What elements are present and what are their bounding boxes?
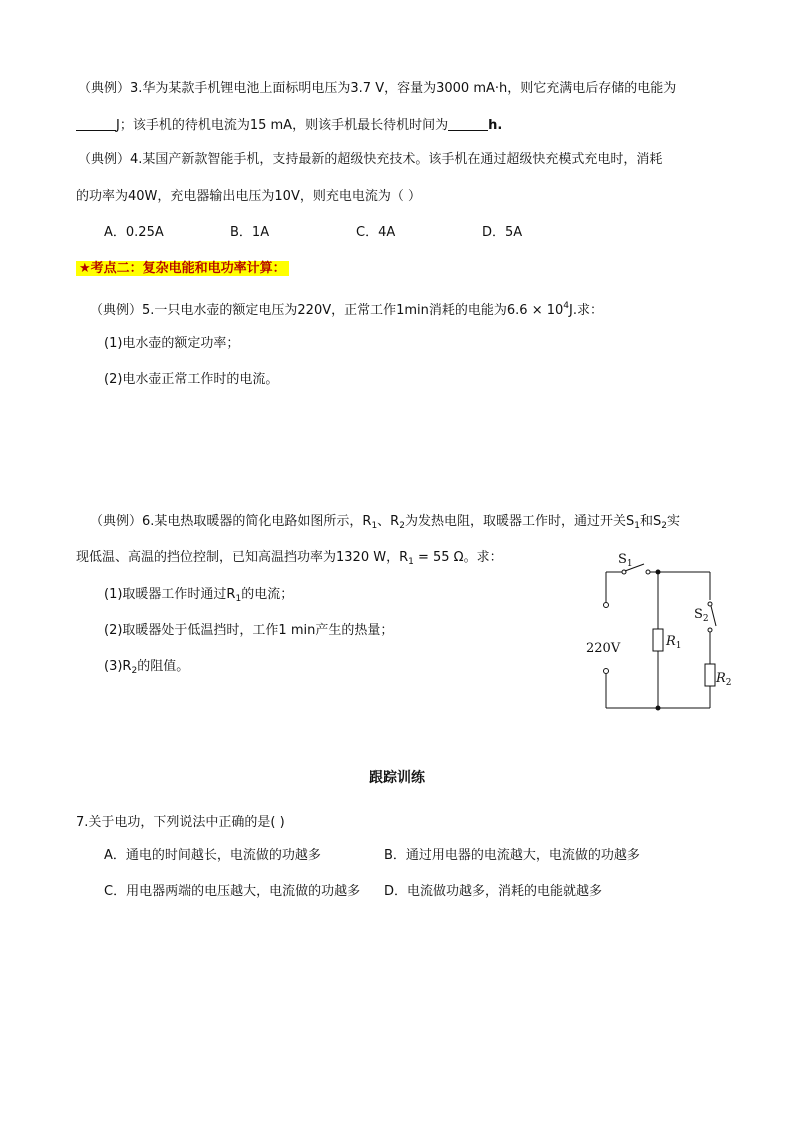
- q6-part-1-sub: 1: [235, 594, 242, 604]
- q6-line1: [90, 513, 680, 535]
- practice-title: 跟踪训练: [369, 770, 425, 786]
- s1-label: $S_1$: [618, 552, 633, 569]
- q6-part-2-num: (2): [104, 623, 123, 638]
- q3-blank-time[interactable]: [448, 116, 488, 131]
- q6-part-1: [104, 586, 293, 608]
- heater-circuit-diagram: [578, 552, 732, 717]
- q5-stem: [90, 297, 603, 320]
- q6-part-2: [104, 622, 393, 640]
- q6-line1-sub1: 1: [371, 521, 378, 531]
- s2-contact-top: [708, 602, 712, 606]
- q3-line2-unit: h.: [488, 118, 503, 133]
- q7-option-a[interactable]: A．通电的时间越长，电流做的功越多: [104, 848, 321, 863]
- s2-blade: [711, 606, 716, 626]
- q7-option-d[interactable]: D．电流做功越多，消耗的电能就越多: [384, 884, 603, 899]
- terminal-bottom: [604, 669, 609, 674]
- q6-part-2-text: 取暖器处于低温挡时，工作1 min产生的热量；: [122, 623, 394, 638]
- s1-contact-right: [646, 570, 650, 574]
- s2-label: $S_2$: [694, 607, 709, 624]
- q4-line2: 的功率为40W，充电器输出电压为10V，则充电电流为（ ）: [76, 189, 421, 204]
- q6-line2-sub: 1: [408, 557, 414, 567]
- r1-resistor: [653, 629, 663, 651]
- q3-blank-energy[interactable]: [76, 116, 116, 131]
- q5-stem-coef: 6.6 × 10: [506, 303, 564, 318]
- q3-line2: [76, 116, 502, 135]
- q5-part-1: [104, 335, 239, 353]
- q5-part-2: [104, 371, 278, 389]
- q6-line1-e: 实: [666, 514, 680, 529]
- q7-option-c[interactable]: C．用电器两端的电压越大，电流做的功越多: [104, 884, 361, 899]
- junction-top: [656, 570, 661, 575]
- terminal-top: [604, 603, 609, 608]
- q6-line2: [76, 549, 503, 571]
- q6-part-3-num: (3): [104, 659, 123, 674]
- q4-option-a[interactable]: A．0.25A: [104, 225, 164, 240]
- voltage-label: 220V: [586, 641, 621, 656]
- q6-part-1-text-a: 取暖器工作时通过R: [122, 587, 236, 602]
- q4-option-d[interactable]: D．5A: [482, 225, 523, 240]
- q5-part-1-num: (1): [104, 336, 123, 351]
- s2-contact-bottom: [708, 628, 712, 632]
- q5-stem-b: J.求：: [569, 303, 603, 318]
- q6-part-3-text-a: R: [122, 659, 132, 674]
- q6-line1-sub2: 2: [399, 521, 405, 531]
- q6-line1-c: 为发热电阻，取暖器工作时，通过开关S: [404, 514, 635, 529]
- junction-bottom: [656, 706, 661, 711]
- q4-option-b[interactable]: B．1A: [230, 225, 270, 240]
- r1-label: $R_1$: [666, 634, 682, 651]
- q4-line1: （典例）4.某国产新款智能手机，支持最新的超级快充技术。该手机在通过超级快充模式充电时，消耗: [78, 152, 663, 167]
- q5-part-2-num: (2): [104, 372, 123, 387]
- q6-line1-b: 、R: [377, 514, 400, 529]
- r2-label: $R_2$: [716, 671, 732, 688]
- q3-line1: （典例）3.华为某款手机锂电池上面标明电压为3.7 V，容量为3000 mA·h，则它充满电后存储的电能为: [78, 81, 677, 96]
- q6-part-3-sub: 2: [131, 666, 138, 676]
- q3-line2-text: J；该手机的待机电流为15 mA，则该手机最长待机时间为: [116, 118, 449, 133]
- q7-stem: 7.关于电功，下列说法中正确的是( ): [76, 815, 285, 830]
- q5-stem-a: （典例）5.一只电水壶的额定电压为220V，正常工作1min消耗的电能为: [90, 303, 507, 318]
- q6-line2-b: = 55 Ω。求：: [413, 550, 503, 565]
- q4-option-c[interactable]: C．4A: [356, 225, 396, 240]
- q6-line1-d: 和S: [639, 514, 662, 529]
- q7-option-b[interactable]: B．通过用电器的电流越大，电流做的功越多: [384, 848, 640, 863]
- q5-stem-exp: 4: [563, 301, 570, 311]
- q6-line2-a: 现低温、高温的挡位控制，已知高温挡功率为1320 W，R: [76, 550, 409, 565]
- q6-part-3-text-b: 的阻值。: [137, 659, 190, 674]
- q5-part-2-text: 电水壶正常工作时的电流。: [122, 372, 279, 387]
- q5-part-1-text: 电水壶的额定功率；: [122, 336, 240, 351]
- q6-part-3: [104, 658, 189, 680]
- r2-resistor: [705, 664, 715, 686]
- section2-title: ★考点二：复杂电能和电功率计算：: [76, 261, 289, 276]
- q6-part-1-text-b: 的电流；: [241, 587, 294, 602]
- q6-part-1-num: (1): [104, 587, 123, 602]
- q6-line1-sub4: 2: [661, 521, 667, 531]
- section2-heading: [76, 260, 289, 278]
- q6-line1-sub3: 1: [634, 521, 640, 531]
- q6-line1-a: （典例）6.某电热取暖器的简化电路如图所示，R: [90, 514, 372, 529]
